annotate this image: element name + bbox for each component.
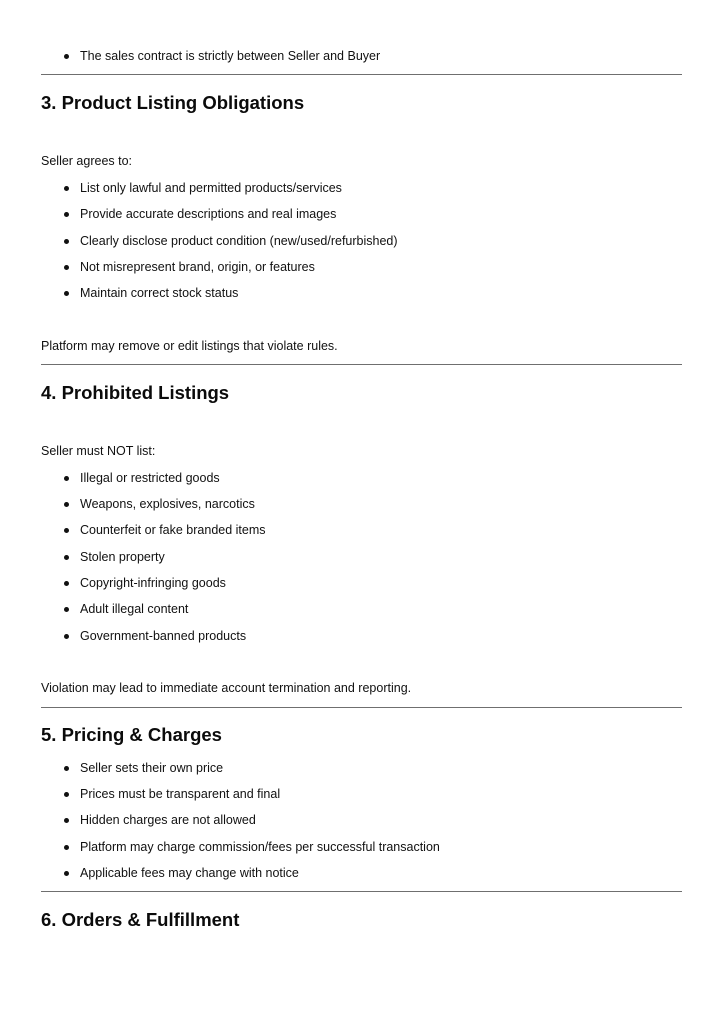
bullet xyxy=(64,54,69,59)
list-item: Stolen property xyxy=(80,550,165,564)
list-item: Hidden charges are not allowed xyxy=(80,813,256,827)
list-item: Government-banned products xyxy=(80,629,247,643)
bullet xyxy=(64,476,69,481)
list-item: Not misrepresent brand, origin, or features xyxy=(80,260,315,274)
list-item: Maintain correct stock status xyxy=(80,286,239,300)
bullet xyxy=(64,186,69,191)
bullet xyxy=(64,792,69,797)
section-intro: Seller agrees to: xyxy=(41,154,133,168)
list-item: Illegal or restricted goods xyxy=(80,471,220,485)
section-divider xyxy=(41,364,682,365)
list-item: Applicable fees may change with notice xyxy=(80,866,299,880)
section-divider xyxy=(41,707,682,708)
bullet xyxy=(64,766,69,771)
section-intro: Seller must NOT list: xyxy=(41,444,156,458)
bullet xyxy=(64,555,69,560)
section-divider xyxy=(41,891,682,892)
list-item: Provide accurate descriptions and real images xyxy=(80,207,337,221)
bullet xyxy=(64,634,69,639)
section-note: Violation may lead to immediate account termination and reporting. xyxy=(41,681,412,695)
bullet xyxy=(64,845,69,850)
list-item: Clearly disclose product condition (new/used/refurbished) xyxy=(80,234,398,248)
section-divider xyxy=(41,74,682,75)
list-item: Counterfeit or fake branded items xyxy=(80,523,266,537)
bullet xyxy=(64,239,69,244)
list-item: Copyright-infringing goods xyxy=(80,576,226,590)
section-heading: 3. Product Listing Obligations xyxy=(41,92,305,113)
bullet xyxy=(64,265,69,270)
bullet xyxy=(64,528,69,533)
list-item: Seller sets their own price xyxy=(80,761,224,775)
list-item: Adult illegal content xyxy=(80,602,189,616)
section-heading: 4. Prohibited Listings xyxy=(41,382,230,403)
section-heading: 5. Pricing & Charges xyxy=(41,724,222,745)
list-item: The sales contract is strictly between Seller and Buyer xyxy=(80,49,381,63)
bullet xyxy=(64,291,69,296)
bullet xyxy=(64,581,69,586)
bullet xyxy=(64,212,69,217)
list-item: List only lawful and permitted products/services xyxy=(80,181,342,195)
bullet xyxy=(64,607,69,612)
bullet xyxy=(64,871,69,876)
list-item: Prices must be transparent and final xyxy=(80,787,281,801)
list-item: Weapons, explosives, narcotics xyxy=(80,497,255,511)
list-item: Platform may charge commission/fees per successful transaction xyxy=(80,840,440,854)
bullet xyxy=(64,818,69,823)
section-heading: 6. Orders & Fulfillment xyxy=(41,909,240,930)
bullet xyxy=(64,502,69,507)
section-note: Platform may remove or edit listings that violate rules. xyxy=(41,339,338,353)
